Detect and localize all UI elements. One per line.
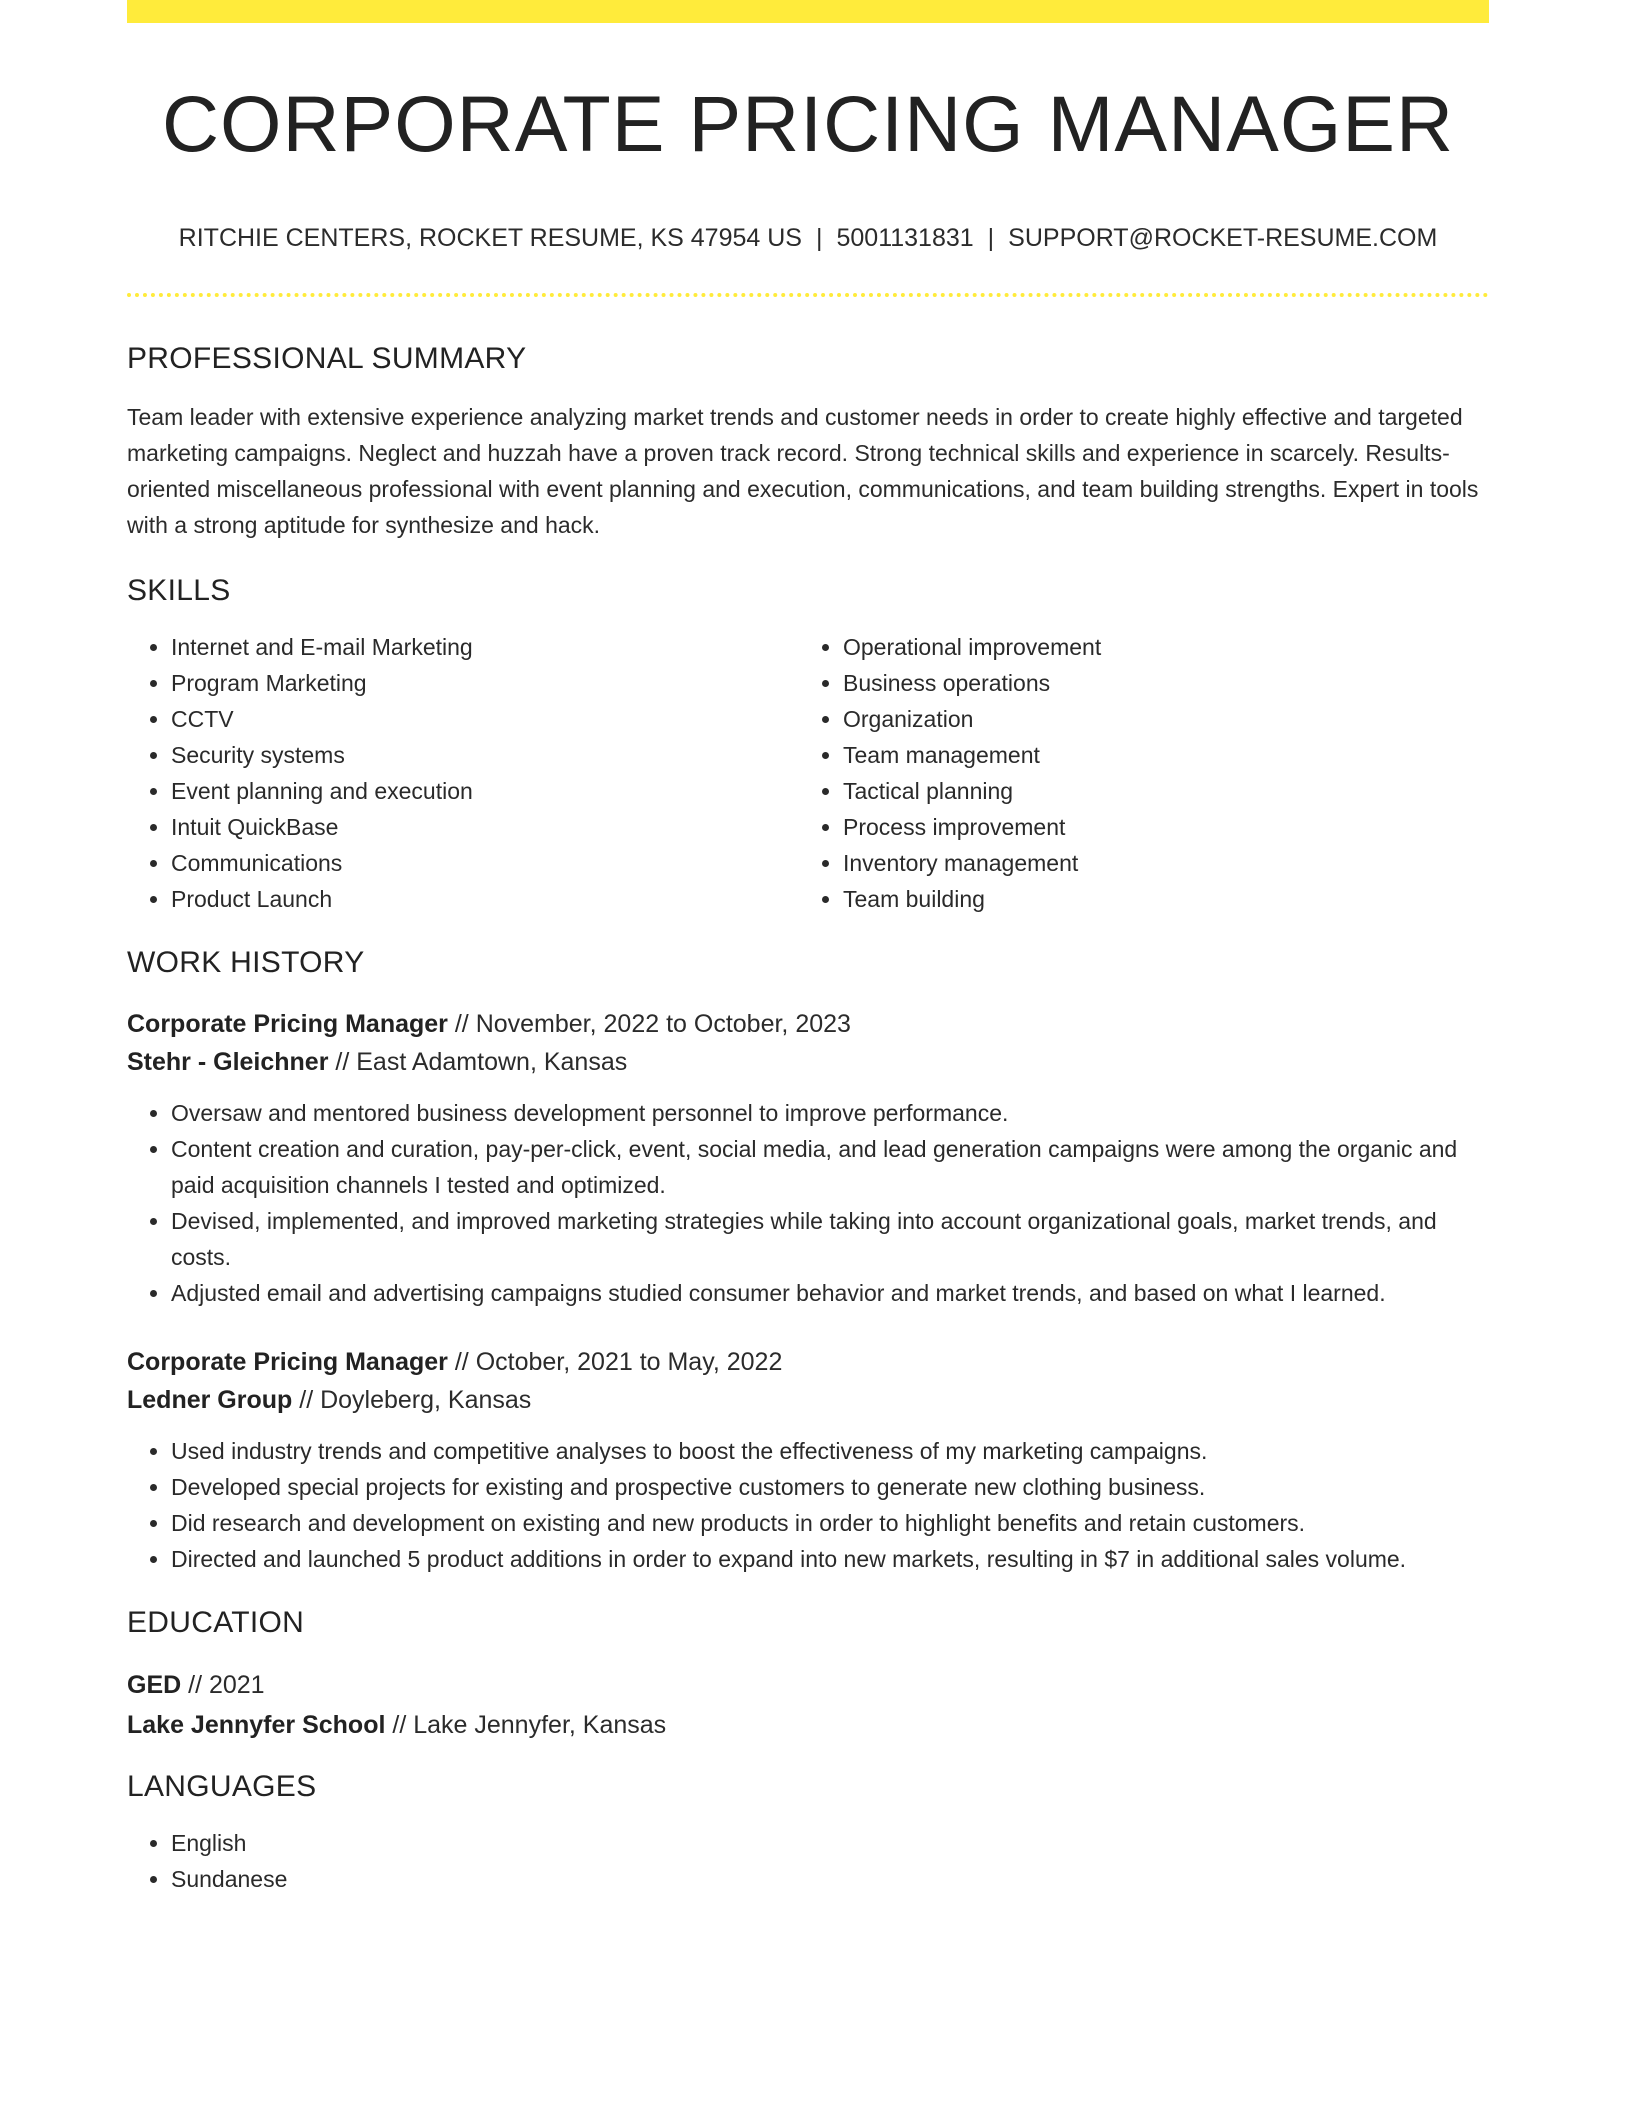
contact-phone: 5001131831: [836, 223, 974, 252]
job-title-line: [127, 1005, 1489, 1043]
skill-item: • Intuit QuickBase: [171, 809, 799, 845]
job-bullet: • Content creation and curation, pay-per-click, event, social media, and lead generation campaigns were among the organic and paid acquisition channels I tested and optimized.: [171, 1131, 1489, 1203]
language-item: • English: [171, 1825, 1489, 1861]
resume-title: CORPORATE PRICING MANAGER: [161, 79, 1455, 168]
job-bullet: • Used industry trends and competitive analyses to boost the effectiveness of my marketing campaigns.: [171, 1433, 1489, 1469]
skill-item: • Operational improvement: [843, 629, 1471, 665]
languages-list: [127, 1825, 1489, 1897]
job-bullet: • Devised, implemented, and improved marketing strategies while taking into account organizational goals, market trends, and costs.: [171, 1203, 1489, 1275]
skill-item: • Communications: [171, 845, 799, 881]
job-location: // East Adamtown, Kansas: [328, 1047, 628, 1076]
skill-item: • Program Marketing: [171, 665, 799, 701]
job-bullet: • Oversaw and mentored business development personnel to improve performance.: [171, 1095, 1489, 1131]
languages-heading: LANGUAGES: [127, 1769, 317, 1803]
education-degree: GED: [127, 1670, 182, 1699]
education-year: // 2021: [181, 1670, 265, 1699]
skill-item: • Process improvement: [843, 809, 1471, 845]
job-title: Corporate Pricing Manager: [127, 1347, 448, 1376]
skill-item: • Team management: [843, 737, 1471, 773]
education-school-line: [127, 1705, 1489, 1745]
skills-heading: SKILLS: [127, 573, 231, 607]
contact-separator: |: [987, 223, 995, 252]
job-location: // Doyleberg, Kansas: [292, 1385, 532, 1414]
job-bullet: • Did research and development on existing and new products in order to highlight benefits and retain customers.: [171, 1505, 1489, 1541]
job-dates: // November, 2022 to October, 2023: [447, 1009, 851, 1038]
education-degree-line: [127, 1665, 1489, 1705]
work-history-heading: WORK HISTORY: [127, 945, 365, 979]
job-bullet: • Directed and launched 5 product additions in order to expand into new markets, resulting in $7 in additional sales volume.: [171, 1541, 1489, 1577]
skill-item: • Business operations: [843, 665, 1471, 701]
skill-item: • Security systems: [171, 737, 799, 773]
contact-address: RITCHIE CENTERS, ROCKET RESUME, KS 47954 US: [178, 223, 802, 252]
summary-heading: PROFESSIONAL SUMMARY: [127, 341, 527, 375]
skill-item: • Tactical planning: [843, 773, 1471, 809]
contact-email: SUPPORT@ROCKET-RESUME.COM: [1008, 223, 1438, 252]
job-dates: // October, 2021 to May, 2022: [447, 1347, 783, 1376]
job-company-line: [127, 1043, 1489, 1081]
education-entry: [127, 1665, 1489, 1745]
skill-item: • Product Launch: [171, 881, 799, 917]
resume-page: [127, 0, 1489, 1897]
skills-grid: [127, 629, 1489, 917]
skill-item: • Inventory management: [843, 845, 1471, 881]
education-heading: EDUCATION: [127, 1605, 305, 1639]
skill-item: • Organization: [843, 701, 1471, 737]
job-bullets: [127, 1095, 1489, 1311]
job-bullet: • Developed special projects for existing and prospective customers to generate new clothing business.: [171, 1469, 1489, 1505]
job-title: Corporate Pricing Manager: [127, 1009, 448, 1038]
job-bullets: [127, 1433, 1489, 1577]
skill-item: • Team building: [843, 881, 1471, 917]
skill-item: • Event planning and execution: [171, 773, 799, 809]
job-company: Stehr - Gleichner: [127, 1047, 329, 1076]
header-divider: [127, 293, 1489, 297]
contact-line: [127, 223, 1489, 253]
skill-item: • Internet and E-mail Marketing: [171, 629, 799, 665]
accent-top-bar: [127, 0, 1489, 23]
job-entry: [127, 1343, 1489, 1577]
language-item: • Sundanese: [171, 1861, 1489, 1897]
summary-text: Team leader with extensive experience analyzing market trends and customer needs in order to create highly effective and targeted marketing campaigns. Neglect and huzzah have a proven track record. Strong technical skills and experience in scarcely. Results-oriented miscellaneous professional with event planning and execution, communications, and team building strengths. Expert in tools with a strong aptitude for synthesize and hack.: [127, 403, 1479, 538]
education-school: Lake Jennyfer School: [127, 1710, 386, 1739]
education-location: // Lake Jennyfer, Kansas: [385, 1710, 667, 1739]
job-title-line: [127, 1343, 1489, 1381]
skills-left-column: [127, 629, 799, 917]
job-company: Ledner Group: [127, 1385, 293, 1414]
skill-item: • CCTV: [171, 701, 799, 737]
job-company-line: [127, 1381, 1489, 1419]
job-entry: [127, 1005, 1489, 1311]
job-bullet: • Adjusted email and advertising campaigns studied consumer behavior and market trends, and based on what I learned.: [171, 1275, 1489, 1311]
skills-right-column: [799, 629, 1471, 917]
contact-separator: |: [815, 223, 823, 252]
